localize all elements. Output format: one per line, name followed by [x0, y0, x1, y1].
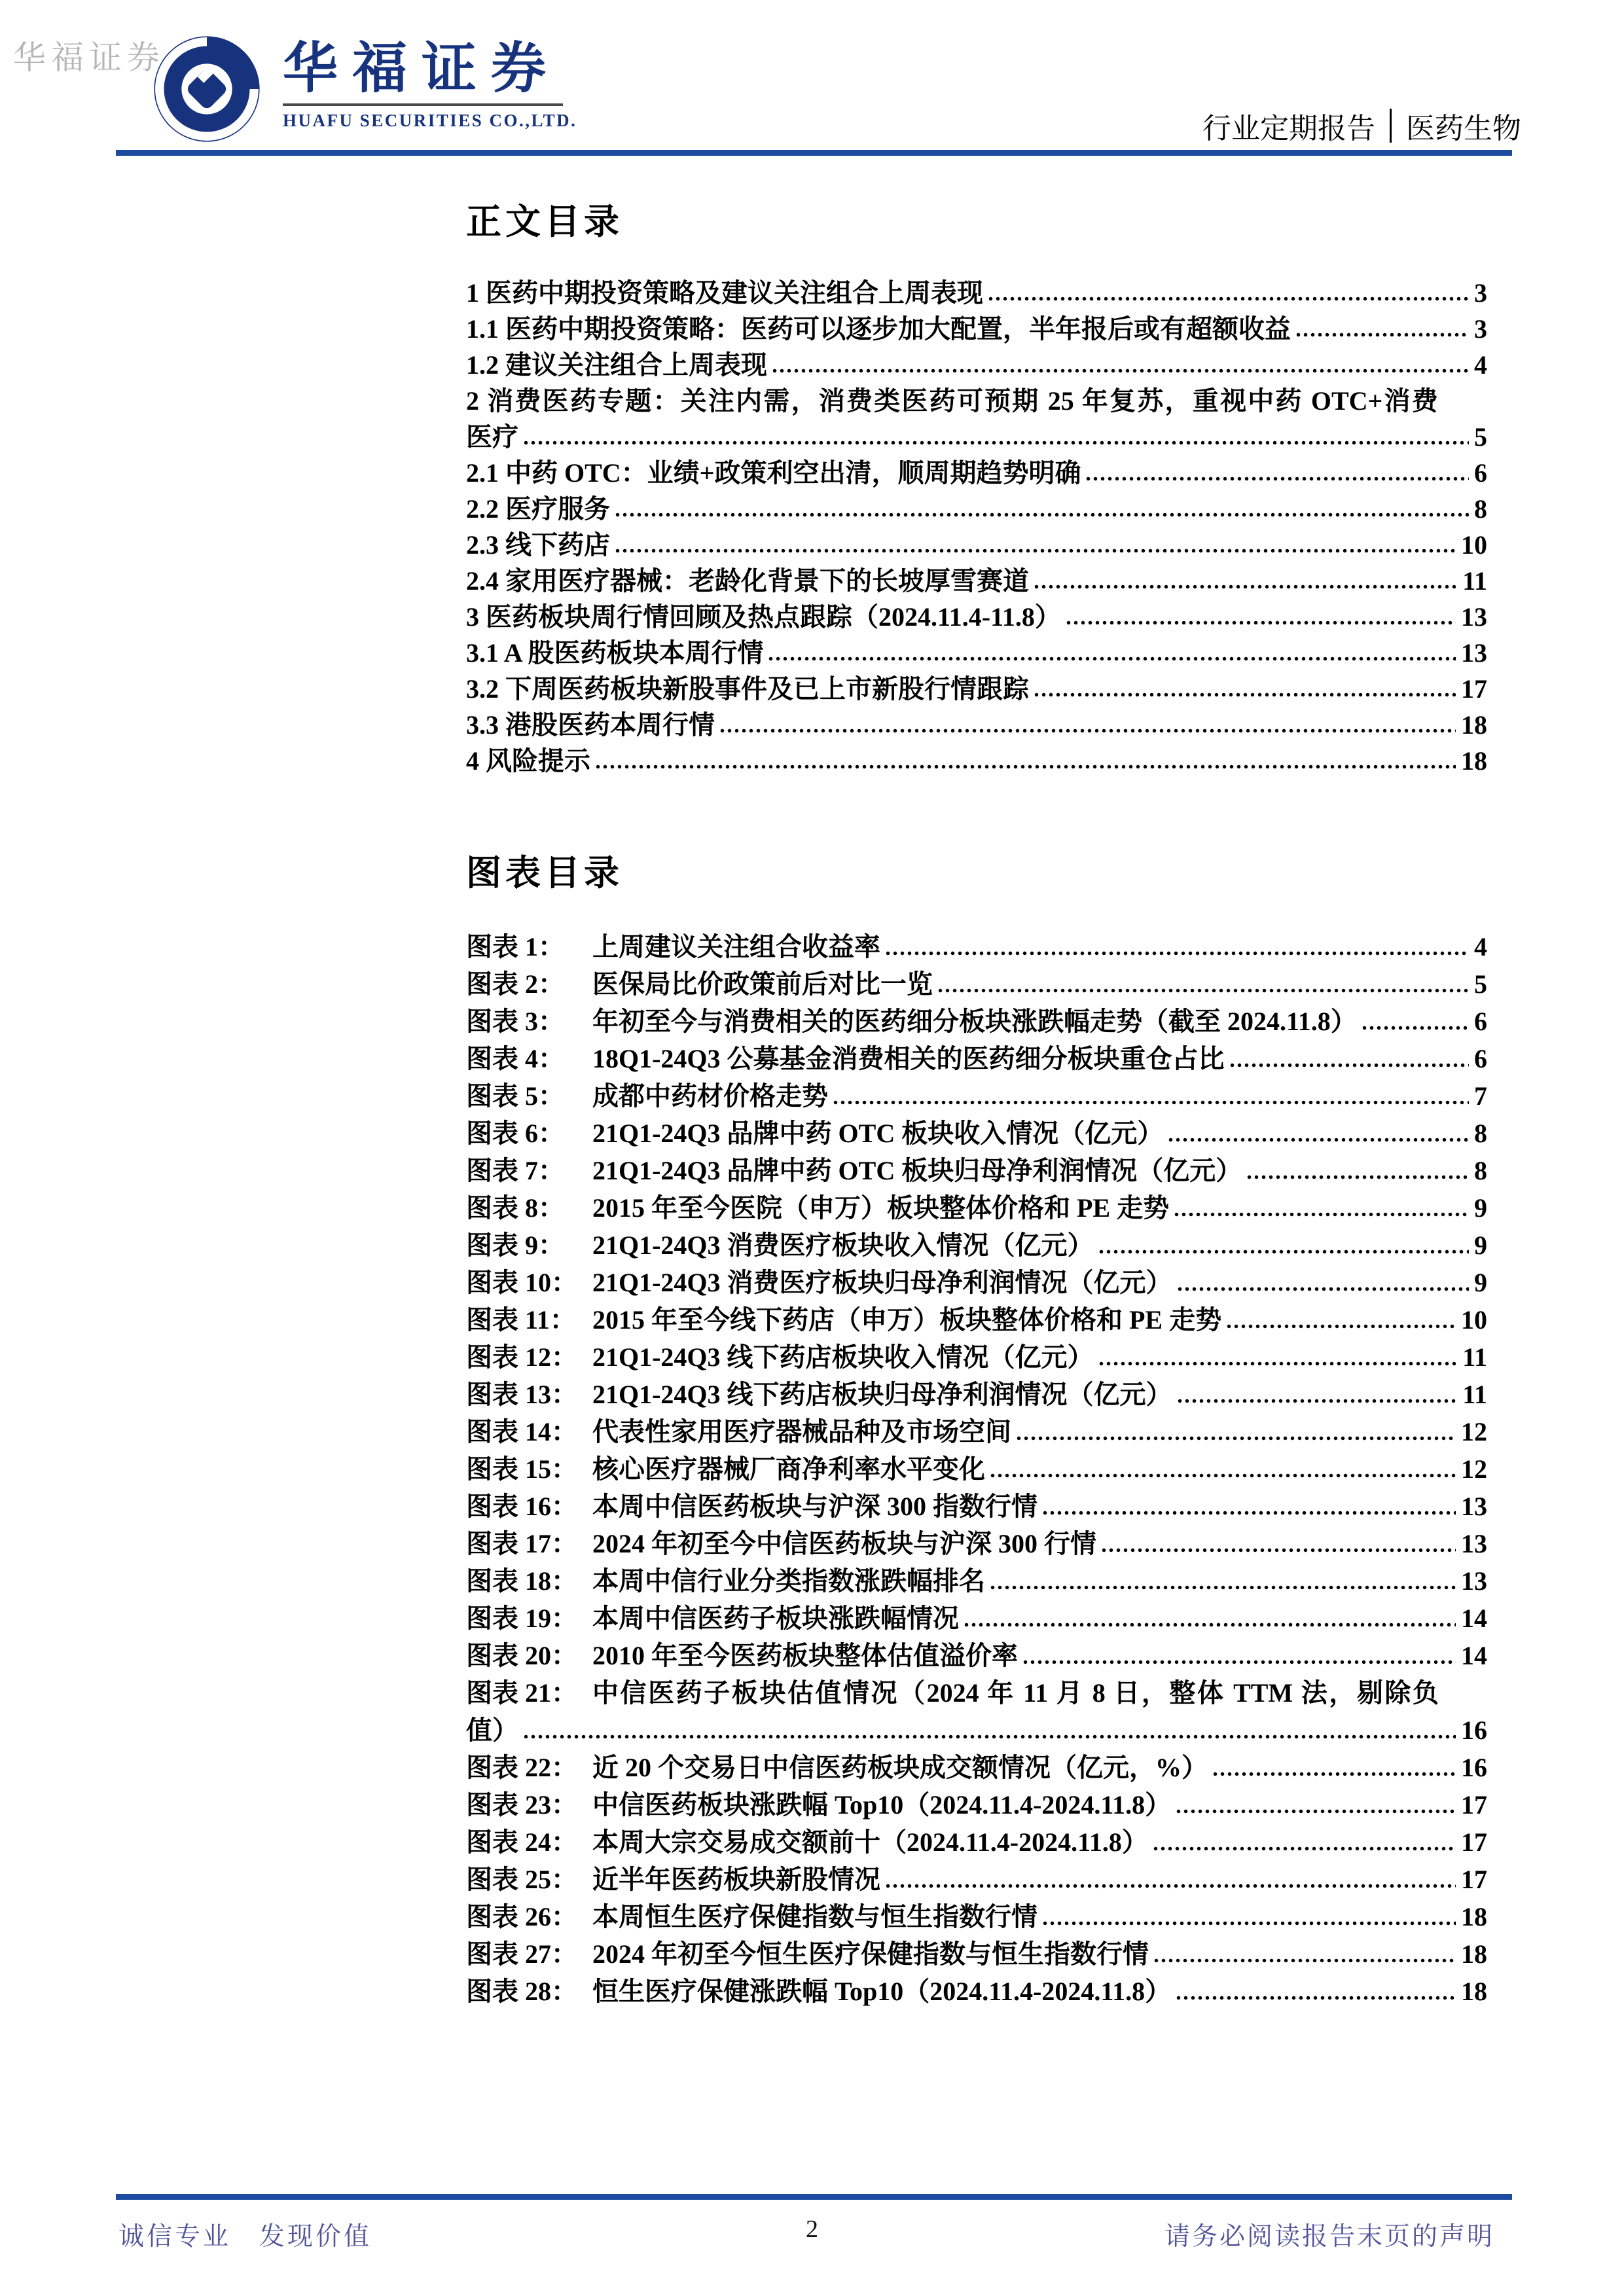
figure-entry-row: [466, 1674, 1487, 1712]
toc-entry-row: [466, 707, 1487, 743]
entry-page-number: 18: [1461, 1977, 1487, 2006]
entry-text: 21Q1-24Q3 消费医疗板块收入情况（亿元）: [592, 1230, 1094, 1260]
dot-leader: [1225, 1301, 1456, 1338]
toc-entry-row: [466, 743, 1487, 779]
dot-leader: [1361, 1003, 1469, 1040]
entry-text: 2024 年初至今中信医药板块与沪深 300 行情: [592, 1529, 1096, 1558]
report-type-label: 行业定期报告: [1202, 113, 1375, 145]
figure-entry-row: [466, 928, 1487, 965]
figure-label: 图表 21：: [466, 1678, 577, 1708]
entry-page-number: 14: [1461, 1641, 1487, 1670]
figure-entry-row: [466, 1712, 1487, 1749]
entry-text: 恒生医疗保健涨跌幅 Top10（2024.11.4-2024.11.8）: [592, 1977, 1172, 2006]
dot-leader: [1167, 1115, 1469, 1152]
header-rule: [116, 150, 1512, 156]
entry-page-number: 17: [1461, 1865, 1487, 1894]
entry-page-number: 12: [1461, 1417, 1487, 1446]
figure-label: 图表 24：: [466, 1827, 577, 1857]
entry-text: 代表性家用医疗器械品种及市场空间: [592, 1417, 1011, 1446]
entry-page-number: 11: [1462, 566, 1487, 596]
entry-text: 2010 年至今医药板块整体估值溢价率: [592, 1641, 1018, 1670]
entry-text: 2.4 家用医疗器械：老龄化背景下的长坡厚雪赛道: [466, 566, 1029, 596]
entry-page-number: 9: [1474, 1193, 1487, 1223]
figure-entry-row: [466, 1562, 1487, 1600]
entry-page-number: 11: [1462, 1342, 1487, 1372]
dot-leader: [937, 965, 1469, 1003]
entry-text: 2.1 中药 OTC：业绩+政策利空出清，顺周期趋势明确: [466, 458, 1081, 488]
entry-text: 中信医药板块涨跌幅 Top10（2024.11.4-2024.11.8）: [592, 1790, 1172, 1820]
figure-entry-row: [466, 1525, 1487, 1562]
figure-label: 图表 17：: [466, 1529, 577, 1558]
entry-text: 近半年医药板块新股情况: [592, 1865, 880, 1894]
toc-entry-row: [466, 563, 1487, 599]
entry-text: 医保局比价政策前后对比一览: [592, 969, 933, 999]
figure-label: 图表 25：: [466, 1865, 577, 1894]
dot-leader: [1175, 1973, 1456, 2010]
figure-label: 图表 3：: [466, 1007, 564, 1036]
dot-leader: [522, 1712, 1456, 1749]
entry-page-number: 18: [1461, 1939, 1487, 1969]
entry-page-number: 18: [1461, 710, 1487, 740]
dot-leader: [987, 275, 1469, 311]
figure-entry-row: [466, 1227, 1487, 1264]
dot-leader: [1033, 563, 1457, 599]
figure-label: 图表 27：: [466, 1939, 577, 1969]
figure-label: 图表 7：: [466, 1156, 564, 1185]
figure-label: 图表 2：: [466, 969, 564, 999]
entry-page-number: 13: [1461, 638, 1487, 668]
dot-leader: [1100, 1525, 1456, 1562]
figure-entry-row: [466, 1003, 1487, 1040]
dot-leader: [614, 527, 1456, 563]
dot-leader: [1041, 1898, 1456, 1935]
dot-leader: [1295, 311, 1469, 347]
entry-text: 21Q1-24Q3 品牌中药 OTC 板块收入情况（亿元）: [592, 1119, 1164, 1148]
dot-leader: [1085, 455, 1469, 491]
industry-label: 医药生物: [1406, 113, 1521, 145]
dot-leader: [1246, 1152, 1469, 1189]
entry-page-number: 6: [1474, 458, 1487, 488]
toc-entry-row: [466, 455, 1487, 491]
figure-label: 图表 13：: [466, 1380, 577, 1409]
entry-page-number: 17: [1461, 674, 1487, 704]
figure-list: [466, 928, 1487, 2010]
figure-label: 图表 6：: [466, 1119, 564, 1148]
entry-text: 上周建议关注组合收益率: [592, 932, 880, 961]
entry-page-number: 13: [1461, 1492, 1487, 1521]
header-divider: [1390, 109, 1392, 143]
entry-page-number: 9: [1474, 1268, 1487, 1297]
figure-entry-row: [466, 1077, 1487, 1115]
entry-page-number: 8: [1474, 1156, 1487, 1185]
dot-leader: [884, 928, 1469, 965]
entry-page-number: 11: [1462, 1380, 1487, 1409]
toc-entry-row: [466, 383, 1487, 419]
figure-entry-row: [466, 1264, 1487, 1301]
dot-leader: [832, 1077, 1469, 1115]
entry-text: 1.1 医药中期投资策略：医药可以逐步加大配置，半年报后或有超额收益: [466, 314, 1291, 344]
entry-text: 成都中药材价格走势: [592, 1081, 828, 1111]
entry-page-number: 12: [1461, 1454, 1487, 1484]
dot-leader: [963, 1600, 1456, 1637]
dot-leader: [1212, 1749, 1456, 1786]
logo-underline: [283, 103, 563, 106]
figure-label: 图表 1：: [466, 932, 564, 961]
dot-leader: [771, 347, 1469, 383]
entry-text: 医疗: [466, 422, 518, 452]
figure-entry-row: [466, 1637, 1487, 1674]
entry-text: 本周中信医药子板块涨跌幅情况: [592, 1604, 959, 1633]
toc-title: 正文目录: [466, 202, 623, 242]
toc-entry-row: [466, 671, 1487, 707]
entry-text: 年初至今与消费相关的医药细分板块涨跌幅走势（截至 2024.11.8）: [592, 1007, 1357, 1036]
figure-label: 图表 4：: [466, 1044, 564, 1073]
dot-leader: [1065, 599, 1456, 635]
figure-label: 图表 5：: [466, 1081, 564, 1111]
figure-entry-row: [466, 1749, 1487, 1786]
toc-entry-row: [466, 635, 1487, 671]
entry-text: 本周中信行业分类指数涨跌幅排名: [592, 1566, 985, 1596]
entry-text: 中信医药子板块估值情况（2024 年 11 月 8 日，整体 TTM 法，剔除负: [592, 1678, 1439, 1708]
entry-text: 1.2 建议关注组合上周表现: [466, 350, 767, 380]
figure-entry-row: [466, 1488, 1487, 1525]
entry-text: 2015 年至今医院（申万）板块整体价格和 PE 走势: [592, 1193, 1170, 1223]
logo-text-column: [283, 34, 577, 131]
figure-entry-row: [466, 1973, 1487, 2010]
figure-entry-row: [466, 1823, 1487, 1861]
entry-page-number: 6: [1474, 1044, 1487, 1073]
entry-text: 21Q1-24Q3 线下药店板块收入情况（亿元）: [592, 1342, 1094, 1372]
entry-page-number: 8: [1474, 1119, 1487, 1148]
footer-disclaimer: 请务必阅读报告末页的声明: [1164, 2223, 1494, 2251]
entry-text: 3.3 港股医药本周行情: [466, 710, 715, 740]
figure-entry-row: [466, 1450, 1487, 1488]
toc-entry-row: [466, 527, 1487, 563]
entry-page-number: 7: [1474, 1081, 1487, 1111]
dot-leader: [767, 635, 1456, 671]
entry-text: 3 医药板块周行情回顾及热点跟踪（2024.11.4-11.8）: [466, 602, 1061, 632]
dot-leader: [1229, 1040, 1469, 1077]
figure-label: 图表 18：: [466, 1566, 577, 1596]
entry-page-number: 17: [1461, 1790, 1487, 1820]
entry-page-number: 6: [1474, 1007, 1487, 1036]
figure-entry-row: [466, 1600, 1487, 1637]
figure-label: 图表 23：: [466, 1790, 577, 1820]
entry-text: 本周中信医药板块与沪深 300 指数行情: [592, 1492, 1038, 1521]
entry-text: 2 消费医药专题：关注内需，消费类医药可预期 25 年复苏，重视中药 OTC+消费: [466, 386, 1438, 416]
entry-text: 核心医疗器械厂商净利率水平变化: [592, 1454, 985, 1484]
dot-leader: [989, 1450, 1456, 1488]
figure-label: 图表 10：: [466, 1268, 577, 1297]
figure-entry-row: [466, 1115, 1487, 1152]
dot-leader: [1153, 1935, 1456, 1973]
logo-english-name: HUAFU SECURITIES CO.,LTD.: [283, 111, 577, 130]
entry-text: 18Q1-24Q3 公募基金消费相关的医药细分板块重仓占比: [592, 1044, 1225, 1073]
entry-page-number: 9: [1474, 1230, 1487, 1260]
figure-entry-row: [466, 1898, 1487, 1935]
entry-page-number: 18: [1461, 1902, 1487, 1931]
entry-text: 21Q1-24Q3 消费医疗板块归母净利润情况（亿元）: [592, 1268, 1172, 1297]
logo-chinese-name: 华福证券: [283, 39, 561, 99]
dot-leader: [1152, 1823, 1456, 1861]
dot-leader: [1175, 1786, 1456, 1823]
dot-leader: [1176, 1264, 1469, 1301]
entry-text: 2.3 线下药店: [466, 530, 610, 560]
figure-label: 图表 19：: [466, 1604, 577, 1633]
dot-leader: [1173, 1189, 1469, 1227]
entry-page-number: 13: [1461, 602, 1487, 632]
figure-entry-row: [466, 965, 1487, 1003]
entry-page-number: 17: [1461, 1827, 1487, 1857]
entry-text: 21Q1-24Q3 品牌中药 OTC 板块归母净利润情况（亿元）: [592, 1156, 1242, 1185]
figure-label: 图表 11：: [466, 1305, 576, 1335]
entry-page-number: 16: [1461, 1715, 1487, 1745]
dot-leader: [1439, 1674, 1487, 1712]
figure-list-title: 图表目录: [466, 853, 623, 893]
dot-leader: [1015, 1413, 1456, 1450]
entry-page-number: 14: [1461, 1604, 1487, 1633]
entry-page-number: 5: [1474, 969, 1487, 999]
page-number: 2: [806, 2215, 818, 2243]
entry-page-number: 10: [1461, 530, 1487, 560]
entry-text: 2024 年初至今恒生医疗保健指数与恒生指数行情: [592, 1939, 1149, 1969]
figure-entry-row: [466, 1786, 1487, 1823]
figure-entry-row: [466, 1189, 1487, 1227]
dot-leader: [522, 419, 1469, 455]
dot-leader: [1176, 1376, 1458, 1413]
toc-entry-row: [466, 275, 1487, 311]
entry-page-number: 3: [1474, 314, 1487, 344]
figure-entry-row: [466, 1376, 1487, 1413]
figure-label: 图表 8：: [466, 1193, 564, 1223]
entry-text: 21Q1-24Q3 线下药店板块归母净利润情况（亿元）: [592, 1380, 1172, 1409]
figure-entry-row: [466, 1040, 1487, 1077]
dot-leader: [1022, 1637, 1456, 1674]
entry-page-number: 3: [1474, 278, 1487, 308]
huafu-logo-icon: [152, 34, 262, 144]
entry-page-number: 13: [1461, 1566, 1487, 1596]
dot-leader: [1033, 671, 1456, 707]
entry-text: 本周大宗交易成交额前十（2024.11.4-2024.11.8）: [592, 1827, 1148, 1857]
figure-label: 图表 20：: [466, 1641, 577, 1670]
figure-label: 图表 12：: [466, 1342, 577, 1372]
entry-page-number: 16: [1461, 1753, 1487, 1782]
figure-label: 图表 16：: [466, 1492, 577, 1521]
toc-entry-row: [466, 599, 1487, 635]
entry-text: 3.2 下周医药板块新股事件及已上市新股行情跟踪: [466, 674, 1029, 704]
entry-text: 本周恒生医疗保健指数与恒生指数行情: [592, 1902, 1038, 1931]
entry-page-number: 4: [1474, 350, 1487, 380]
entry-page-number: 8: [1474, 494, 1487, 524]
figure-label: 图表 22：: [466, 1753, 577, 1782]
figure-label: 图表 14：: [466, 1417, 577, 1446]
figure-entry-row: [466, 1935, 1487, 1973]
figure-label: 图表 26：: [466, 1902, 577, 1931]
figure-label: 图表 15：: [466, 1454, 577, 1484]
figure-entry-row: [466, 1301, 1487, 1338]
dot-leader: [989, 1562, 1456, 1600]
entry-page-number: 5: [1474, 422, 1487, 452]
figure-label: 图表 9：: [466, 1230, 564, 1260]
toc-entry-row: [466, 491, 1487, 527]
figure-entry-row: [466, 1861, 1487, 1898]
entry-text: 2015 年至今线下药店（申万）板块整体价格和 PE 走势: [592, 1305, 1222, 1335]
entry-text: 近 20 个交易日中信医药板块成交额情况（亿元，%）: [592, 1753, 1208, 1782]
figure-entry-row: [466, 1338, 1487, 1376]
entry-page-number: 4: [1474, 932, 1487, 961]
entry-page-number: 13: [1461, 1529, 1487, 1558]
toc-entry-row: [466, 419, 1487, 455]
huafu-logo: [152, 34, 577, 144]
entry-text: 3.1 A 股医药板块本周行情: [466, 638, 764, 668]
entry-page-number: 10: [1461, 1305, 1487, 1335]
entry-text: 2.2 医疗服务: [466, 494, 610, 524]
figure-entry-row: [466, 1413, 1487, 1450]
figure-entry-row: [466, 1152, 1487, 1189]
entry-text: 1 医药中期投资策略及建议关注组合上周表现: [466, 278, 983, 308]
figure-label: 图表 28：: [466, 1977, 577, 2006]
toc-list: [466, 275, 1487, 779]
watermark-text: 华福证券: [13, 39, 165, 76]
dot-leader: [884, 1861, 1456, 1898]
entry-text: 4 风险提示: [466, 746, 590, 776]
toc-entry-row: [466, 347, 1487, 383]
report-category-caption: [1202, 105, 1521, 147]
footer-slogan: 诚信专业 发现价值: [118, 2223, 372, 2251]
toc-entry-row: [466, 311, 1487, 347]
dot-leader: [1041, 1488, 1456, 1525]
dot-leader: [1438, 383, 1487, 419]
dot-leader: [1098, 1338, 1458, 1376]
dot-leader: [614, 491, 1469, 527]
dot-leader: [1098, 1227, 1469, 1264]
entry-text: 值）: [466, 1715, 518, 1745]
dot-leader: [719, 707, 1456, 743]
dot-leader: [594, 743, 1456, 779]
entry-page-number: 18: [1461, 746, 1487, 776]
footer-rule: [116, 2194, 1512, 2200]
